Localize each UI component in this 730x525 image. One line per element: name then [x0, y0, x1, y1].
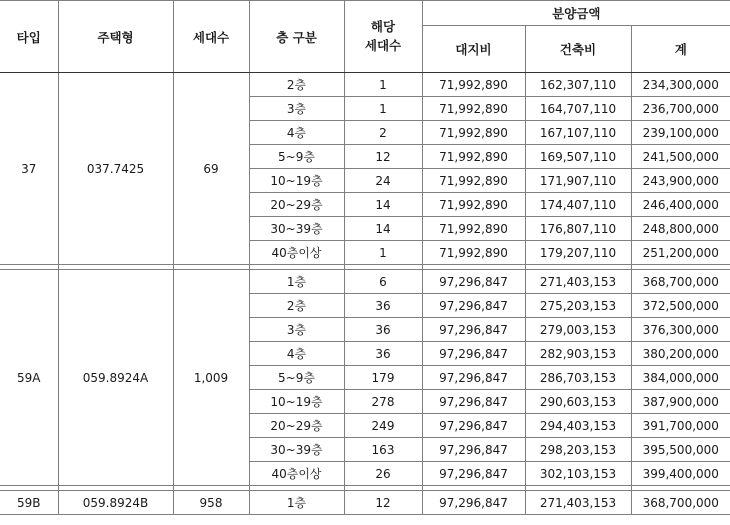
table-header: [0, 1, 730, 73]
table-body: [0, 73, 730, 515]
header-housing-type: 주택형: [58, 1, 173, 73]
count-cell: 1: [344, 97, 422, 121]
count-cell: 12: [344, 491, 422, 515]
land-cost-cell: 97,296,847: [422, 491, 525, 515]
count-cell: 6: [344, 270, 422, 294]
land-cost-cell: 97,296,847: [422, 270, 525, 294]
total-cell: 239,100,000: [631, 121, 730, 145]
header-total: 계: [631, 26, 730, 73]
count-cell: 249: [344, 414, 422, 438]
count-cell: 36: [344, 342, 422, 366]
total-cell: 372,500,000: [631, 294, 730, 318]
count-cell: 36: [344, 294, 422, 318]
floor-cell: 3층: [249, 97, 344, 121]
total-cell: 234,300,000: [631, 73, 730, 97]
households-cell: 958: [173, 491, 249, 515]
land-cost-cell: 97,296,847: [422, 438, 525, 462]
total-cell: 368,700,000: [631, 491, 730, 515]
count-cell: 36: [344, 318, 422, 342]
housing-type-cell: 037.7425: [58, 73, 173, 265]
floor-cell: 20~29층: [249, 193, 344, 217]
land-cost-cell: 71,992,890: [422, 241, 525, 265]
floor-cell: 5~9층: [249, 366, 344, 390]
floor-cell: 2층: [249, 294, 344, 318]
building-cost-cell: 174,407,110: [525, 193, 631, 217]
total-cell: 380,200,000: [631, 342, 730, 366]
total-cell: 399,400,000: [631, 462, 730, 486]
floor-cell: 1층: [249, 270, 344, 294]
header-sale-price: 분양금액: [422, 1, 730, 26]
count-cell: 1: [344, 241, 422, 265]
count-cell: 163: [344, 438, 422, 462]
building-cost-cell: 176,807,110: [525, 217, 631, 241]
land-cost-cell: 97,296,847: [422, 366, 525, 390]
building-cost-cell: 167,107,110: [525, 121, 631, 145]
households-cell: 1,009: [173, 270, 249, 486]
building-cost-cell: 298,203,153: [525, 438, 631, 462]
floor-cell: 1층: [249, 491, 344, 515]
floor-cell: 40층이상: [249, 241, 344, 265]
type-cell: 37: [0, 73, 58, 265]
building-cost-cell: 271,403,153: [525, 491, 631, 515]
land-cost-cell: 97,296,847: [422, 342, 525, 366]
total-cell: 391,700,000: [631, 414, 730, 438]
building-cost-cell: 290,603,153: [525, 390, 631, 414]
building-cost-cell: 169,507,110: [525, 145, 631, 169]
floor-cell: 10~19층: [249, 390, 344, 414]
building-cost-cell: 179,207,110: [525, 241, 631, 265]
count-cell: 179: [344, 366, 422, 390]
header-type: 타입: [0, 1, 58, 73]
total-cell: 387,900,000: [631, 390, 730, 414]
count-cell: 12: [344, 145, 422, 169]
table-row: [0, 73, 730, 97]
floor-cell: 30~39층: [249, 438, 344, 462]
total-cell: 241,500,000: [631, 145, 730, 169]
floor-cell: 4층: [249, 121, 344, 145]
total-cell: 251,200,000: [631, 241, 730, 265]
land-cost-cell: 71,992,890: [422, 169, 525, 193]
floor-cell: 10~19층: [249, 169, 344, 193]
floor-cell: 2층: [249, 73, 344, 97]
land-cost-cell: 97,296,847: [422, 390, 525, 414]
total-cell: 243,900,000: [631, 169, 730, 193]
header-land-cost: 대지비: [422, 26, 525, 73]
land-cost-cell: 97,296,847: [422, 318, 525, 342]
building-cost-cell: 275,203,153: [525, 294, 631, 318]
total-cell: 376,300,000: [631, 318, 730, 342]
building-cost-cell: 294,403,153: [525, 414, 631, 438]
count-cell: 278: [344, 390, 422, 414]
total-cell: 246,400,000: [631, 193, 730, 217]
land-cost-cell: 71,992,890: [422, 217, 525, 241]
count-cell: 14: [344, 217, 422, 241]
type-cell: 59A: [0, 270, 58, 486]
land-cost-cell: 97,296,847: [422, 462, 525, 486]
header-households: 세대수: [173, 1, 249, 73]
land-cost-cell: 71,992,890: [422, 73, 525, 97]
table-row: [0, 491, 730, 515]
building-cost-cell: 171,907,110: [525, 169, 631, 193]
land-cost-cell: 71,992,890: [422, 193, 525, 217]
land-cost-cell: 97,296,847: [422, 414, 525, 438]
total-cell: 368,700,000: [631, 270, 730, 294]
count-cell: 1: [344, 73, 422, 97]
table-row: [0, 270, 730, 294]
building-cost-cell: 286,703,153: [525, 366, 631, 390]
floor-cell: 4층: [249, 342, 344, 366]
households-cell: 69: [173, 73, 249, 265]
total-cell: 248,800,000: [631, 217, 730, 241]
count-cell: 24: [344, 169, 422, 193]
total-cell: 384,000,000: [631, 366, 730, 390]
floor-cell: 3층: [249, 318, 344, 342]
total-cell: 395,500,000: [631, 438, 730, 462]
housing-type-cell: 059.8924B: [58, 491, 173, 515]
building-cost-cell: 282,903,153: [525, 342, 631, 366]
header-building-cost: 건축비: [525, 26, 631, 73]
building-cost-cell: 279,003,153: [525, 318, 631, 342]
floor-cell: 5~9층: [249, 145, 344, 169]
land-cost-cell: 97,296,847: [422, 294, 525, 318]
building-cost-cell: 164,707,110: [525, 97, 631, 121]
land-cost-cell: 71,992,890: [422, 121, 525, 145]
floor-cell: 20~29층: [249, 414, 344, 438]
land-cost-cell: 71,992,890: [422, 97, 525, 121]
housing-type-cell: 059.8924A: [58, 270, 173, 486]
land-cost-cell: 71,992,890: [422, 145, 525, 169]
header-applicable-households: 해당 세대수: [344, 1, 422, 73]
building-cost-cell: 271,403,153: [525, 270, 631, 294]
header-floor-group: 층 구분: [249, 1, 344, 73]
building-cost-cell: 302,103,153: [525, 462, 631, 486]
total-cell: 236,700,000: [631, 97, 730, 121]
floor-cell: 40층이상: [249, 462, 344, 486]
building-cost-cell: 162,307,110: [525, 73, 631, 97]
count-cell: 14: [344, 193, 422, 217]
type-cell: 59B: [0, 491, 58, 515]
floor-cell: 30~39층: [249, 217, 344, 241]
count-cell: 2: [344, 121, 422, 145]
count-cell: 26: [344, 462, 422, 486]
